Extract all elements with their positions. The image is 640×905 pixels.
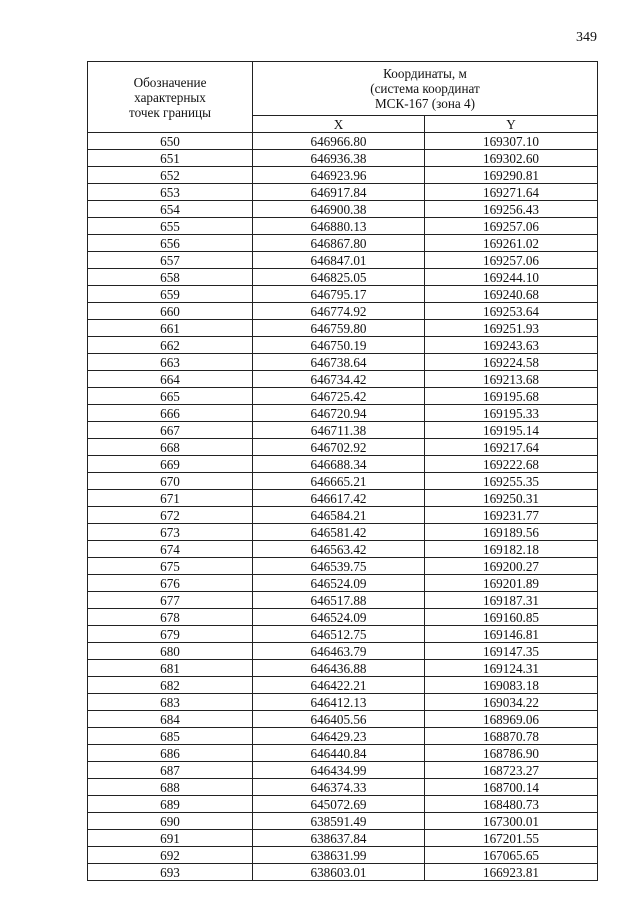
table-header xyxy=(88,62,598,133)
x-cell: 646584.21 xyxy=(253,507,425,524)
point-cell: 666 xyxy=(88,405,253,422)
x-cell: 646795.17 xyxy=(253,286,425,303)
y-cell: 168786.90 xyxy=(425,745,598,762)
y-cell: 169250.31 xyxy=(425,490,598,507)
y-cell: 168700.14 xyxy=(425,779,598,796)
point-cell: 693 xyxy=(88,864,253,881)
table-row xyxy=(88,235,598,252)
point-cell: 691 xyxy=(88,830,253,847)
x-column-header: X xyxy=(253,116,425,133)
x-cell: 646374.33 xyxy=(253,779,425,796)
point-cell: 651 xyxy=(88,150,253,167)
table-row xyxy=(88,133,598,150)
y-cell: 169256.43 xyxy=(425,201,598,218)
point-cell: 690 xyxy=(88,813,253,830)
table-row xyxy=(88,864,598,881)
point-cell: 689 xyxy=(88,796,253,813)
table-row xyxy=(88,558,598,575)
point-cell: 682 xyxy=(88,677,253,694)
x-cell: 646512.75 xyxy=(253,626,425,643)
coordinates-header: Координаты, м (система координат МСК-167 (зона 4) xyxy=(253,62,598,116)
table-row xyxy=(88,796,598,813)
x-cell: 646917.84 xyxy=(253,184,425,201)
table-row xyxy=(88,779,598,796)
y-cell: 168870.78 xyxy=(425,728,598,745)
y-cell: 169253.64 xyxy=(425,303,598,320)
table-row xyxy=(88,626,598,643)
point-cell: 665 xyxy=(88,388,253,405)
x-cell: 638631.99 xyxy=(253,847,425,864)
y-cell: 169240.68 xyxy=(425,286,598,303)
point-cell: 675 xyxy=(88,558,253,575)
point-cell: 668 xyxy=(88,439,253,456)
point-cell: 683 xyxy=(88,694,253,711)
y-cell: 169187.31 xyxy=(425,592,598,609)
table-row xyxy=(88,643,598,660)
x-cell: 646665.21 xyxy=(253,473,425,490)
point-cell: 654 xyxy=(88,201,253,218)
point-cell: 681 xyxy=(88,660,253,677)
x-cell: 646711.38 xyxy=(253,422,425,439)
point-cell: 663 xyxy=(88,354,253,371)
x-cell: 646517.88 xyxy=(253,592,425,609)
point-cell: 664 xyxy=(88,371,253,388)
y-column-header: Y xyxy=(425,116,598,133)
y-cell: 169222.68 xyxy=(425,456,598,473)
y-cell: 169034.22 xyxy=(425,694,598,711)
y-cell: 169213.68 xyxy=(425,371,598,388)
y-cell: 169083.18 xyxy=(425,677,598,694)
y-cell: 169200.27 xyxy=(425,558,598,575)
table-row xyxy=(88,847,598,864)
y-cell: 169146.81 xyxy=(425,626,598,643)
y-cell: 169307.10 xyxy=(425,133,598,150)
table-row xyxy=(88,150,598,167)
x-cell: 646524.09 xyxy=(253,575,425,592)
table-row xyxy=(88,422,598,439)
y-cell: 169231.77 xyxy=(425,507,598,524)
point-cell: 692 xyxy=(88,847,253,864)
x-cell: 646900.38 xyxy=(253,201,425,218)
y-cell: 168969.06 xyxy=(425,711,598,728)
point-cell: 661 xyxy=(88,320,253,337)
y-cell: 169257.06 xyxy=(425,218,598,235)
x-cell: 646440.84 xyxy=(253,745,425,762)
table-row xyxy=(88,439,598,456)
page-number: 349 xyxy=(576,30,597,45)
point-cell: 659 xyxy=(88,286,253,303)
x-cell: 646923.96 xyxy=(253,167,425,184)
point-cell: 657 xyxy=(88,252,253,269)
x-cell: 646617.42 xyxy=(253,490,425,507)
x-cell: 646429.23 xyxy=(253,728,425,745)
table-row xyxy=(88,286,598,303)
x-cell: 646688.34 xyxy=(253,456,425,473)
point-cell: 687 xyxy=(88,762,253,779)
table-row xyxy=(88,762,598,779)
table-row xyxy=(88,269,598,286)
x-cell: 646720.94 xyxy=(253,405,425,422)
point-cell: 688 xyxy=(88,779,253,796)
header-row xyxy=(88,62,598,116)
y-cell: 169251.93 xyxy=(425,320,598,337)
point-cell: 684 xyxy=(88,711,253,728)
x-cell: 646405.56 xyxy=(253,711,425,728)
table-row xyxy=(88,609,598,626)
point-cell: 685 xyxy=(88,728,253,745)
point-cell: 670 xyxy=(88,473,253,490)
y-cell: 169244.10 xyxy=(425,269,598,286)
table-row xyxy=(88,524,598,541)
table-row xyxy=(88,252,598,269)
y-cell: 167300.01 xyxy=(425,813,598,830)
x-cell: 646738.64 xyxy=(253,354,425,371)
point-cell: 660 xyxy=(88,303,253,320)
y-cell: 166923.81 xyxy=(425,864,598,881)
table-row xyxy=(88,830,598,847)
x-cell: 646734.42 xyxy=(253,371,425,388)
x-cell: 646702.92 xyxy=(253,439,425,456)
point-cell: 674 xyxy=(88,541,253,558)
x-cell: 646750.19 xyxy=(253,337,425,354)
point-cell: 653 xyxy=(88,184,253,201)
table-row xyxy=(88,490,598,507)
y-cell: 169290.81 xyxy=(425,167,598,184)
point-cell: 650 xyxy=(88,133,253,150)
point-designation-header: Обозначение характерных точек границы xyxy=(88,62,253,133)
table-row xyxy=(88,456,598,473)
y-cell: 169243.63 xyxy=(425,337,598,354)
table-row xyxy=(88,711,598,728)
x-cell: 638591.49 xyxy=(253,813,425,830)
table-row xyxy=(88,167,598,184)
y-cell: 169195.14 xyxy=(425,422,598,439)
y-cell: 167201.55 xyxy=(425,830,598,847)
x-cell: 638637.84 xyxy=(253,830,425,847)
x-cell: 646539.75 xyxy=(253,558,425,575)
y-cell: 169124.31 xyxy=(425,660,598,677)
x-cell: 646825.05 xyxy=(253,269,425,286)
x-cell: 646436.88 xyxy=(253,660,425,677)
x-cell: 646563.42 xyxy=(253,541,425,558)
table-row xyxy=(88,507,598,524)
table-row xyxy=(88,388,598,405)
y-cell: 168480.73 xyxy=(425,796,598,813)
table-body xyxy=(88,133,598,881)
y-cell: 169160.85 xyxy=(425,609,598,626)
point-cell: 658 xyxy=(88,269,253,286)
table-row xyxy=(88,337,598,354)
point-cell: 669 xyxy=(88,456,253,473)
y-cell: 168723.27 xyxy=(425,762,598,779)
point-cell: 680 xyxy=(88,643,253,660)
y-cell: 169257.06 xyxy=(425,252,598,269)
y-cell: 167065.65 xyxy=(425,847,598,864)
x-cell: 646463.79 xyxy=(253,643,425,660)
table-row xyxy=(88,660,598,677)
table-row xyxy=(88,303,598,320)
x-cell: 646880.13 xyxy=(253,218,425,235)
y-cell: 169302.60 xyxy=(425,150,598,167)
table-row xyxy=(88,320,598,337)
x-cell: 646581.42 xyxy=(253,524,425,541)
coordinates-table xyxy=(87,61,598,881)
y-cell: 169195.68 xyxy=(425,388,598,405)
point-cell: 678 xyxy=(88,609,253,626)
point-cell: 655 xyxy=(88,218,253,235)
x-cell: 645072.69 xyxy=(253,796,425,813)
point-cell: 676 xyxy=(88,575,253,592)
point-cell: 686 xyxy=(88,745,253,762)
table-row xyxy=(88,813,598,830)
y-cell: 169224.58 xyxy=(425,354,598,371)
point-cell: 652 xyxy=(88,167,253,184)
table-row xyxy=(88,184,598,201)
table-row xyxy=(88,354,598,371)
x-cell: 646774.92 xyxy=(253,303,425,320)
point-cell: 671 xyxy=(88,490,253,507)
y-cell: 169189.56 xyxy=(425,524,598,541)
table-row xyxy=(88,201,598,218)
x-cell: 646867.80 xyxy=(253,235,425,252)
point-cell: 677 xyxy=(88,592,253,609)
point-cell: 662 xyxy=(88,337,253,354)
x-cell: 646725.42 xyxy=(253,388,425,405)
point-cell: 673 xyxy=(88,524,253,541)
y-cell: 169201.89 xyxy=(425,575,598,592)
x-cell: 646524.09 xyxy=(253,609,425,626)
x-cell: 646434.99 xyxy=(253,762,425,779)
table-row xyxy=(88,218,598,235)
table-row xyxy=(88,745,598,762)
y-cell: 169147.35 xyxy=(425,643,598,660)
y-cell: 169261.02 xyxy=(425,235,598,252)
y-cell: 169195.33 xyxy=(425,405,598,422)
y-cell: 169217.64 xyxy=(425,439,598,456)
table-row xyxy=(88,575,598,592)
x-cell: 646422.21 xyxy=(253,677,425,694)
x-cell: 646759.80 xyxy=(253,320,425,337)
table-row xyxy=(88,728,598,745)
point-cell: 667 xyxy=(88,422,253,439)
y-cell: 169271.64 xyxy=(425,184,598,201)
table-row xyxy=(88,694,598,711)
point-cell: 679 xyxy=(88,626,253,643)
y-cell: 169255.35 xyxy=(425,473,598,490)
y-cell: 169182.18 xyxy=(425,541,598,558)
x-cell: 646412.13 xyxy=(253,694,425,711)
table-row xyxy=(88,541,598,558)
point-cell: 656 xyxy=(88,235,253,252)
table-row xyxy=(88,473,598,490)
table-row xyxy=(88,677,598,694)
table-row xyxy=(88,405,598,422)
x-cell: 646847.01 xyxy=(253,252,425,269)
x-cell: 638603.01 xyxy=(253,864,425,881)
x-cell: 646966.80 xyxy=(253,133,425,150)
point-cell: 672 xyxy=(88,507,253,524)
x-cell: 646936.38 xyxy=(253,150,425,167)
table-row xyxy=(88,371,598,388)
table-row xyxy=(88,592,598,609)
